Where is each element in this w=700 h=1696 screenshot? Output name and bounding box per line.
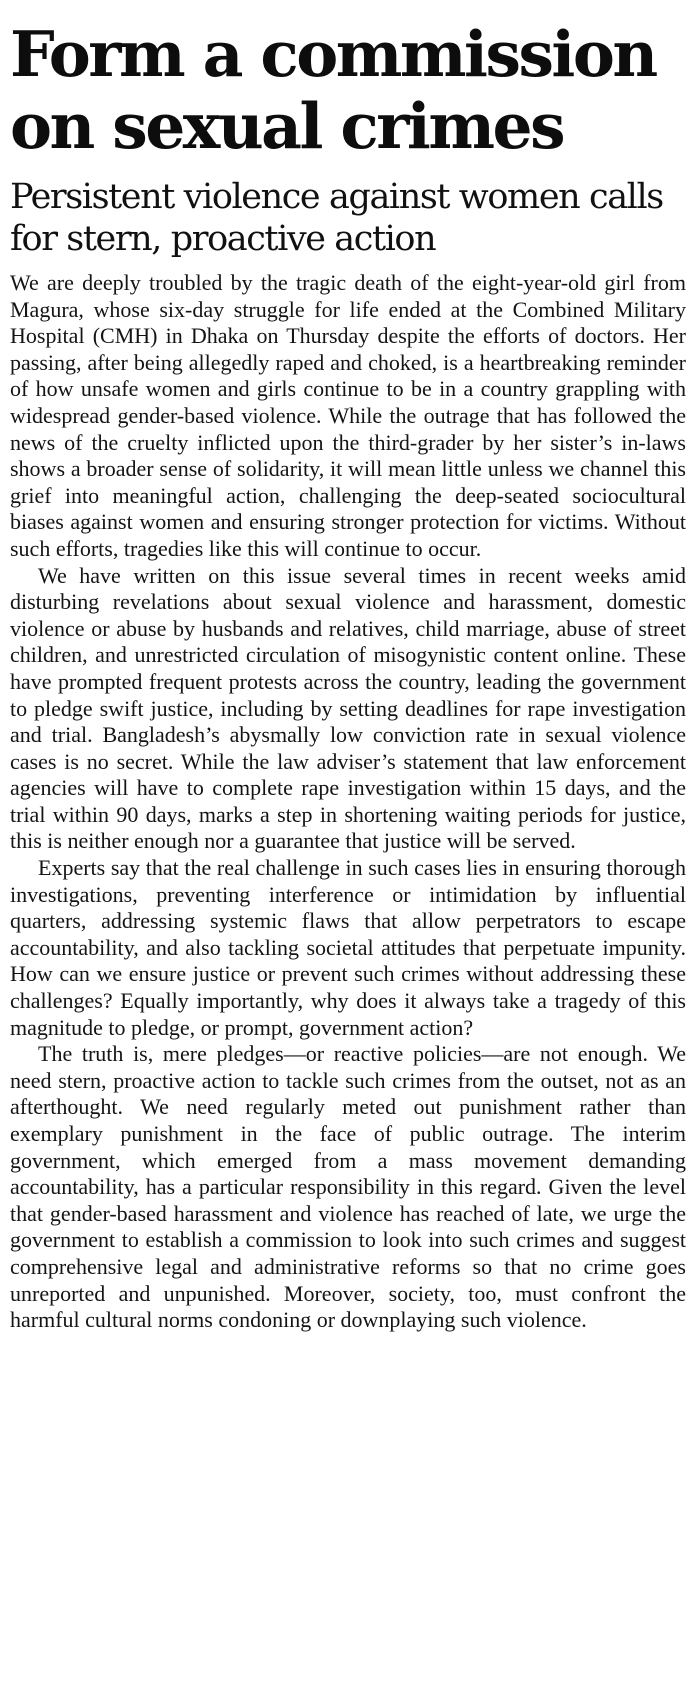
paragraph-1: We are deeply troubled by the tragic death of the eight-year-old girl from Magura, whose six-day struggle for life ended at the Combined Military Hospital (CMH) in Dhaka on Thursday despite the efforts of doctors. Her passing, after being allegedly raped and choked, is a heartbreaking reminder of how unsafe women and girls continue to be in a country grappling with widespread gender-based violence. While the outrage that has followed the news of the cruelty inflicted upon the third-grader by her sister’s in-laws shows a broader sense of solidarity, it will mean little unless we channel this grief into meaningful action, challenging the deep-seated sociocultural biases against women and ensuring stronger protection for victims. Without such efforts, tragedies like this will continue to occur. xyxy=(10,270,686,561)
headline: Form a commission on sexual crimes xyxy=(10,17,656,163)
subheadline: Persistent violence against women calls for stern, proactive action xyxy=(10,177,663,259)
article-body xyxy=(10,270,686,1334)
paragraph-2: We have written on this issue several times in recent weeks amid disturbing revelations about sexual violence and harassment, domestic violence or abuse by husbands and relatives, child marriage, abuse of street children, and unrestricted circulation of misogynistic content online. These have prompted frequent protests across the country, leading the government to pledge swift justice, including by setting deadlines for rape investigation and trial. Bangladesh’s abysmally low conviction rate in sexual violence cases is no secret. While the law adviser’s statement that law enforcement agencies will have to complete rape investigation within 15 days, and the trial within 90 days, marks a step in shortening waiting periods for justice, this is neither enough nor a guarantee that justice will be served. xyxy=(10,562,686,854)
paragraph-4: The truth is, mere pledges—or reactive policies—are not enough. We need stern, proactive action to tackle such crimes from the outset, not as an afterthought. We need regularly meted out punishment rather than exemplary punishment in the face of public outrage. The interim government, which emerged from a mass movement demanding accountability, has a particular responsibility in this regard. Given the level that gender-based harassment and violence has reached of late, we urge the government to establish a commission to look into such crimes and suggest comprehensive legal and administrative reforms so that no crime goes unreported and unpunished. Moreover, society, too, must confront the harmful cultural norms condoning or downplaying such violence. xyxy=(10,1041,686,1333)
paragraph-3: Experts say that the real challenge in such cases lies in ensuring thorough investigations, preventing interference or intimidation by influential quarters, addressing systemic flaws that allow perpetrators to escape accountability, and also tackling societal attitudes that perpetuate impunity. How can we ensure justice or prevent such crimes without addressing these challenges? Equally importantly, why does it always take a tragedy of this magnitude to pledge, or prompt, government action? xyxy=(10,855,686,1040)
editorial-article xyxy=(10,18,686,1334)
